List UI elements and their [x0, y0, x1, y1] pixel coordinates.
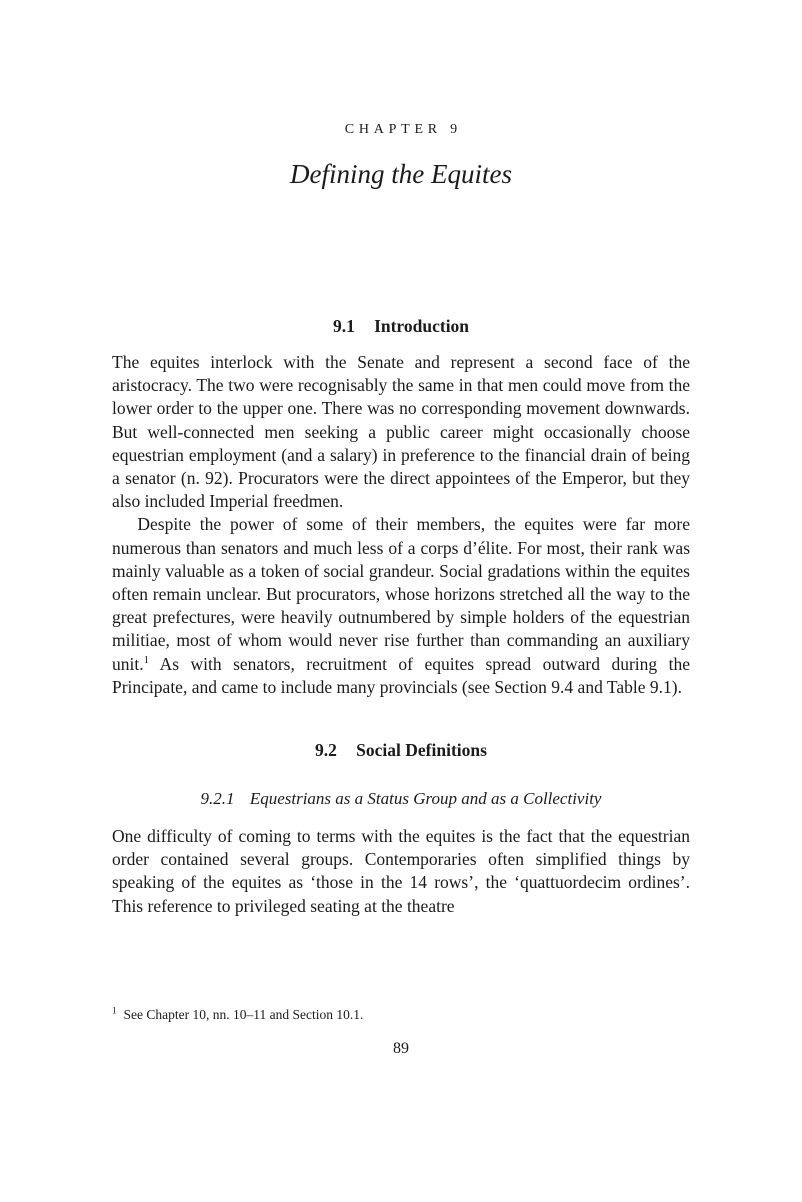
chapter-title: Defining the Equites: [290, 159, 512, 189]
section-9-1-title: Introduction: [374, 316, 470, 336]
book-page: [112, 0, 690, 918]
paragraph-text-after-note: As with senators, recruitment of equites spread outward during the Principate, and came to include many provincials (see Section 9.4 and Table 9.1).: [112, 653, 690, 697]
section-9-1-heading: [112, 316, 690, 337]
paragraph-text-before-note: Despite the power of some of their members, the equites were far more numerous than senators and much less of a corps d’élite. For most, their rank was mainly valuable as a token of social grandeur. Social gradations within the equites often remain unclear. But procurators, whose horizons stretched all the way to the great prefectures, were heavily outnumbered by simple holders of the equestrian militiae, most of whom would never rise further than commanding an auxiliary unit.: [112, 514, 690, 674]
paragraph-9-2-first: One difficulty of coming to terms with the equites is the fact that the equestrian order contained several groups. Contemporaries often simplified things by speaking of the equites as ‘those in the 14 rows’, the ‘quattuordecim ordines’. This reference to privileged seating at the theatre: [112, 826, 690, 916]
footnote-marker: 1: [112, 1006, 117, 1017]
footnote-text: See Chapter 10, nn. 10–11 and Section 10.1.: [123, 1007, 364, 1022]
section-9-2-number: 9.2: [315, 740, 337, 761]
page-number: 89: [393, 1040, 409, 1057]
subsection-9-2-1-number: 9.2.1: [200, 789, 235, 809]
section-9-1-number: 9.1: [332, 316, 355, 336]
chapter-label: CHAPTER 9: [344, 122, 462, 137]
footnote-reference: 1: [143, 653, 150, 666]
paragraph-9-1-first: The equites interlock with the Senate and represent a second face of the aristocracy. The two were recognisably the same in that men could move from the lower order to the upper one. There was no corresponding movement downwards. But well-connected men seeking a public career might occasionally choose equestrian employment (and a salary) in preference to the financial drain of being a senator (n. 92). Procurators were the direct appointees of the Emperor, but they also included Imperial freedmen.: [112, 352, 690, 512]
footnote: [112, 1006, 690, 1023]
paragraph-9-1-second: [112, 513, 690, 699]
subsection-9-2-1-title: Equestrians as a Status Group and as a Collectivity: [249, 789, 602, 809]
section-9-2-title: Social Definitions: [356, 740, 487, 761]
subsection-9-2-1-heading: [112, 789, 690, 809]
section-9-2-heading: [112, 740, 690, 761]
